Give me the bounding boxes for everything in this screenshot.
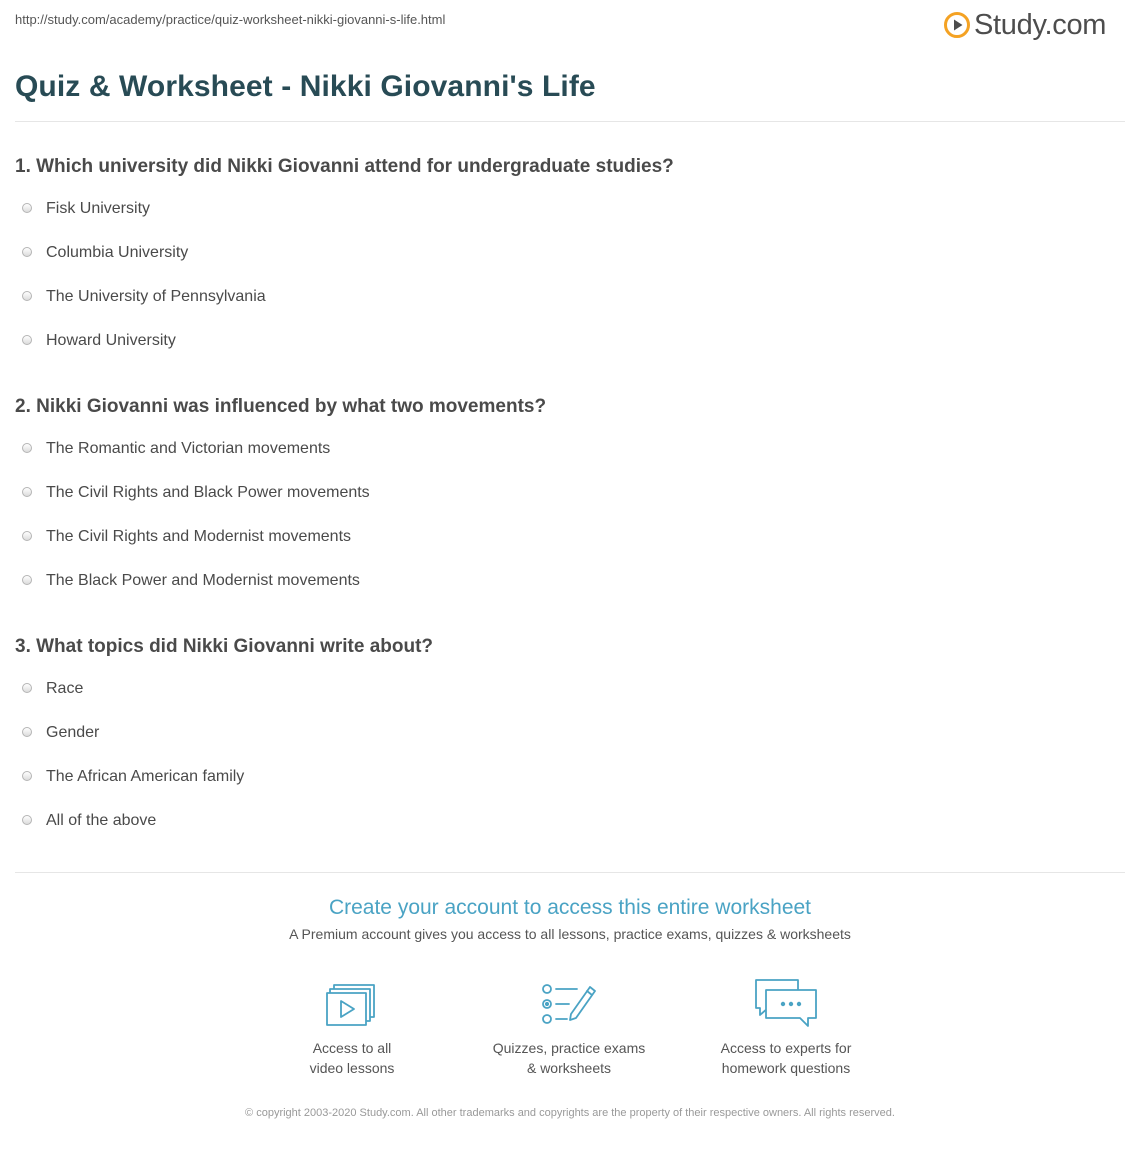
radio-button[interactable] — [22, 771, 32, 781]
radio-button[interactable] — [22, 443, 32, 453]
radio-button[interactable] — [22, 815, 32, 825]
question-1: 1. Which university did Nikki Giovanni attend for undergraduate studies? — [15, 156, 674, 177]
chat-bubbles-icon — [754, 978, 818, 1028]
q3-option-3[interactable] — [22, 768, 244, 786]
q3-option-4[interactable] — [22, 812, 156, 830]
radio-button[interactable] — [22, 575, 32, 585]
page-title: Quiz & Worksheet - Nikki Giovanni's Life — [15, 70, 596, 103]
q1-option-2[interactable] — [22, 244, 188, 262]
option-label: All of the above — [46, 812, 157, 829]
feature-label-line1: Access to experts for — [720, 1040, 852, 1056]
option-label: Fisk University — [46, 200, 151, 217]
copyright-notice: © copyright 2003-2020 Study.com. All other trademarks and copyrights are the property of their respective owners. All rights reserved. — [245, 1107, 895, 1119]
option-label: Howard University — [46, 332, 176, 349]
study-logo[interactable] — [944, 8, 1106, 42]
page-url: http://study.com/academy/practice/quiz-worksheet-nikki-giovanni-s-life.html — [15, 12, 446, 27]
question-3: 3. What topics did Nikki Giovanni write about? — [15, 636, 434, 657]
q3-option-1[interactable] — [22, 680, 83, 698]
feature-label-line1: Access to all — [312, 1040, 392, 1056]
option-label: The Civil Rights and Modernist movements — [46, 528, 352, 545]
option-label: Race — [46, 680, 84, 697]
option-label: The Romantic and Victorian movements — [46, 440, 331, 457]
option-label: The University of Pennsylvania — [46, 288, 266, 305]
radio-button[interactable] — [22, 727, 32, 737]
feature-experts — [686, 976, 886, 1078]
cta-divider — [15, 872, 1125, 873]
option-label: The Civil Rights and Black Power movements — [46, 484, 370, 501]
logo-text: Study.com — [974, 8, 1107, 41]
q2-option-1[interactable] — [22, 440, 330, 458]
quiz-checklist-icon — [541, 982, 597, 1028]
radio-button[interactable] — [22, 487, 32, 497]
radio-button[interactable] — [22, 335, 32, 345]
option-label: The African American family — [46, 768, 245, 785]
radio-button[interactable] — [22, 683, 32, 693]
radio-button[interactable] — [22, 531, 32, 541]
premium-description: A Premium account gives you access to all lessons, practice exams, quizzes & worksheets — [289, 926, 851, 942]
q2-option-3[interactable] — [22, 528, 351, 546]
feature-label-line2: video lessons — [309, 1060, 395, 1076]
q1-option-1[interactable] — [22, 200, 150, 218]
q3-option-2[interactable] — [22, 724, 99, 742]
option-label: Columbia University — [46, 244, 189, 261]
radio-button[interactable] — [22, 203, 32, 213]
option-label: The Black Power and Modernist movements — [46, 572, 360, 589]
feature-label-line2: & worksheets — [526, 1060, 612, 1076]
radio-button[interactable] — [22, 247, 32, 257]
feature-label-line2: homework questions — [721, 1060, 851, 1076]
q1-option-3[interactable] — [22, 288, 266, 306]
feature-video-lessons — [252, 976, 452, 1078]
radio-button[interactable] — [22, 291, 32, 301]
title-divider — [15, 121, 1125, 122]
question-2: 2. Nikki Giovanni was influenced by what two movements? — [15, 396, 547, 417]
create-account-link[interactable]: Create your account to access this entire worksheet — [328, 896, 812, 919]
option-label: Gender — [46, 724, 100, 741]
feature-label-line1: Quizzes, practice exams — [492, 1040, 646, 1056]
feature-quizzes — [469, 976, 669, 1078]
q1-option-4[interactable] — [22, 332, 176, 350]
video-lessons-icon — [326, 982, 378, 1028]
play-circle-icon — [944, 12, 970, 38]
q2-option-4[interactable] — [22, 572, 360, 590]
q2-option-2[interactable] — [22, 484, 370, 502]
